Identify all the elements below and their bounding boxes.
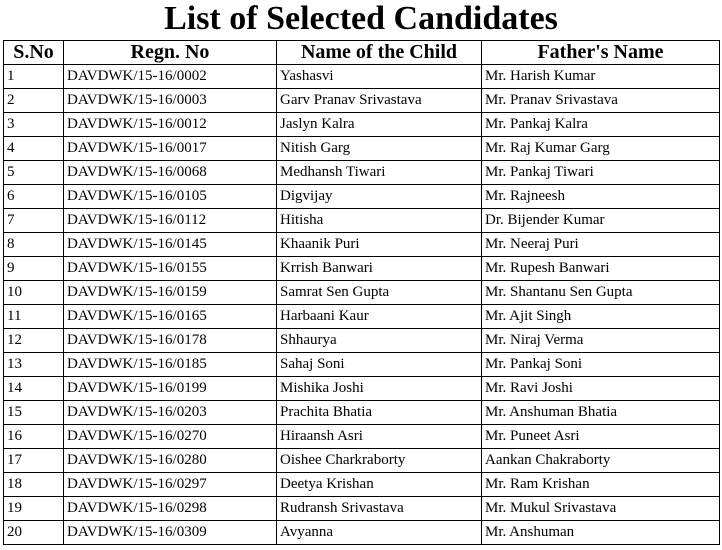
table-row: [4, 497, 720, 521]
cell-child-name: Oishee Charkraborty: [277, 449, 482, 473]
cell-regn: DAVDWK/15-16/0309: [64, 521, 277, 545]
cell-sno: 10: [4, 281, 64, 305]
cell-father-name: Mr. Ajit Singh: [482, 305, 720, 329]
cell-father-name: Mr. Ravi Joshi: [482, 377, 720, 401]
cell-regn: DAVDWK/15-16/0155: [64, 257, 277, 281]
cell-father-name: Mr. Puneet Asri: [482, 425, 720, 449]
cell-sno: 4: [4, 137, 64, 161]
cell-child-name: Shhaurya: [277, 329, 482, 353]
table-row: [4, 233, 720, 257]
cell-regn: DAVDWK/15-16/0002: [64, 65, 277, 89]
cell-regn: DAVDWK/15-16/0068: [64, 161, 277, 185]
cell-regn: DAVDWK/15-16/0112: [64, 209, 277, 233]
cell-child-name: Rudransh Srivastava: [277, 497, 482, 521]
cell-regn: DAVDWK/15-16/0165: [64, 305, 277, 329]
cell-father-name: Mr. Pranav Srivastava: [482, 89, 720, 113]
cell-regn: DAVDWK/15-16/0145: [64, 233, 277, 257]
cell-regn: DAVDWK/15-16/0298: [64, 497, 277, 521]
cell-father-name: Mr. Anshuman Bhatia: [482, 401, 720, 425]
cell-sno: 6: [4, 185, 64, 209]
cell-sno: 17: [4, 449, 64, 473]
cell-sno: 20: [4, 521, 64, 545]
table-row: [4, 137, 720, 161]
cell-father-name: Aankan Chakraborty: [482, 449, 720, 473]
cell-father-name: Dr. Bijender Kumar: [482, 209, 720, 233]
table-row: [4, 401, 720, 425]
header-child-name: Name of the Child: [277, 41, 482, 65]
table-row: [4, 353, 720, 377]
cell-father-name: Mr. Mukul Srivastava: [482, 497, 720, 521]
header-regn: Regn. No: [64, 41, 277, 65]
cell-child-name: Medhansh Tiwari: [277, 161, 482, 185]
cell-child-name: Hitisha: [277, 209, 482, 233]
cell-regn: DAVDWK/15-16/0199: [64, 377, 277, 401]
table-row: [4, 185, 720, 209]
cell-child-name: Yashasvi: [277, 65, 482, 89]
cell-sno: 2: [4, 89, 64, 113]
table-row: [4, 377, 720, 401]
cell-sno: 13: [4, 353, 64, 377]
cell-regn: DAVDWK/15-16/0185: [64, 353, 277, 377]
table-row: [4, 305, 720, 329]
cell-child-name: Garv Pranav Srivastava: [277, 89, 482, 113]
cell-sno: 18: [4, 473, 64, 497]
cell-sno: 1: [4, 65, 64, 89]
cell-father-name: Mr. Neeraj Puri: [482, 233, 720, 257]
cell-child-name: Samrat Sen Gupta: [277, 281, 482, 305]
cell-child-name: Jaslyn Kalra: [277, 113, 482, 137]
cell-sno: 3: [4, 113, 64, 137]
cell-father-name: Mr. Anshuman: [482, 521, 720, 545]
table-row: [4, 209, 720, 233]
cell-sno: 5: [4, 161, 64, 185]
cell-child-name: Krrish Banwari: [277, 257, 482, 281]
cell-sno: 8: [4, 233, 64, 257]
cell-child-name: Khaanik Puri: [277, 233, 482, 257]
cell-child-name: Sahaj Soni: [277, 353, 482, 377]
table-row: [4, 329, 720, 353]
cell-child-name: Avyanna: [277, 521, 482, 545]
table-row: [4, 65, 720, 89]
cell-father-name: Mr. Rajneesh: [482, 185, 720, 209]
cell-sno: 16: [4, 425, 64, 449]
cell-child-name: Deetya Krishan: [277, 473, 482, 497]
cell-regn: DAVDWK/15-16/0270: [64, 425, 277, 449]
cell-father-name: Mr. Ram Krishan: [482, 473, 720, 497]
cell-sno: 15: [4, 401, 64, 425]
cell-father-name: Mr. Raj Kumar Garg: [482, 137, 720, 161]
cell-regn: DAVDWK/15-16/0012: [64, 113, 277, 137]
table-row: [4, 257, 720, 281]
table-row: [4, 113, 720, 137]
cell-regn: DAVDWK/15-16/0203: [64, 401, 277, 425]
cell-father-name: Mr. Pankaj Kalra: [482, 113, 720, 137]
table-row: [4, 473, 720, 497]
table-header-row: [4, 41, 720, 65]
candidates-table: [3, 40, 720, 545]
cell-regn: DAVDWK/15-16/0003: [64, 89, 277, 113]
cell-sno: 9: [4, 257, 64, 281]
cell-regn: DAVDWK/15-16/0280: [64, 449, 277, 473]
cell-father-name: Mr. Niraj Verma: [482, 329, 720, 353]
table-row: [4, 449, 720, 473]
cell-father-name: Mr. Harish Kumar: [482, 65, 720, 89]
cell-sno: 11: [4, 305, 64, 329]
cell-regn: DAVDWK/15-16/0159: [64, 281, 277, 305]
cell-child-name: Hiraansh Asri: [277, 425, 482, 449]
cell-child-name: Digvijay: [277, 185, 482, 209]
cell-regn: DAVDWK/15-16/0178: [64, 329, 277, 353]
cell-child-name: Mishika Joshi: [277, 377, 482, 401]
cell-father-name: Mr. Shantanu Sen Gupta: [482, 281, 720, 305]
cell-father-name: Mr. Rupesh Banwari: [482, 257, 720, 281]
cell-sno: 19: [4, 497, 64, 521]
cell-father-name: Mr. Pankaj Soni: [482, 353, 720, 377]
cell-sno: 7: [4, 209, 64, 233]
header-father-name: Father's Name: [482, 41, 720, 65]
table-row: [4, 161, 720, 185]
cell-father-name: Mr. Pankaj Tiwari: [482, 161, 720, 185]
header-sno: S.No: [4, 41, 64, 65]
table-row: [4, 281, 720, 305]
cell-regn: DAVDWK/15-16/0017: [64, 137, 277, 161]
cell-child-name: Harbaani Kaur: [277, 305, 482, 329]
table-row: [4, 521, 720, 545]
cell-sno: 12: [4, 329, 64, 353]
cell-regn: DAVDWK/15-16/0105: [64, 185, 277, 209]
table-row: [4, 425, 720, 449]
page-title: List of Selected Candidates: [164, 0, 558, 37]
table-row: [4, 89, 720, 113]
table-body: [4, 65, 720, 545]
cell-child-name: Prachita Bhatia: [277, 401, 482, 425]
cell-sno: 14: [4, 377, 64, 401]
cell-regn: DAVDWK/15-16/0297: [64, 473, 277, 497]
cell-child-name: Nitish Garg: [277, 137, 482, 161]
